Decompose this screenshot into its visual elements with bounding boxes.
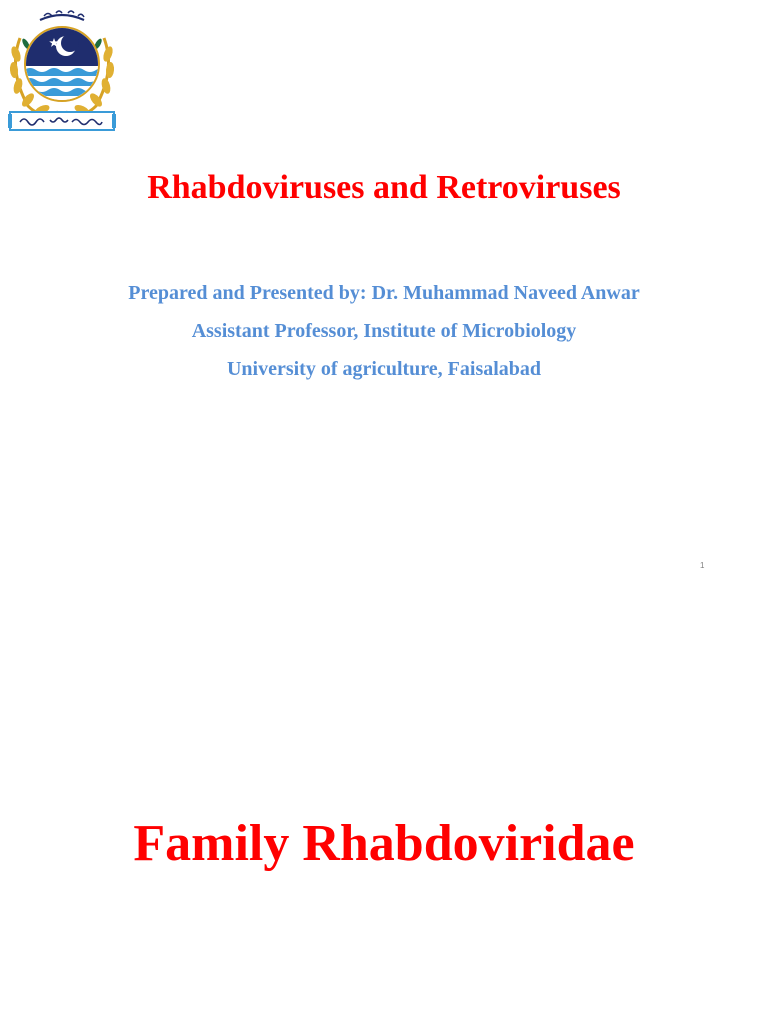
presentation-title: Rhabdoviruses and Retroviruses <box>147 169 621 206</box>
slide-2 <box>0 600 768 1024</box>
institution-line: University of agriculture, Faisalabad <box>226 358 542 380</box>
slide-number: 1 <box>700 561 705 570</box>
section-title: Family Rhabdoviridae <box>133 815 635 872</box>
university-seal-logo <box>6 8 118 134</box>
presenter-line: Prepared and Presented by: Dr. Muhammad Naveed Anwar <box>128 282 640 304</box>
position-line: Assistant Professor, Institute of Microbiology <box>191 320 577 342</box>
